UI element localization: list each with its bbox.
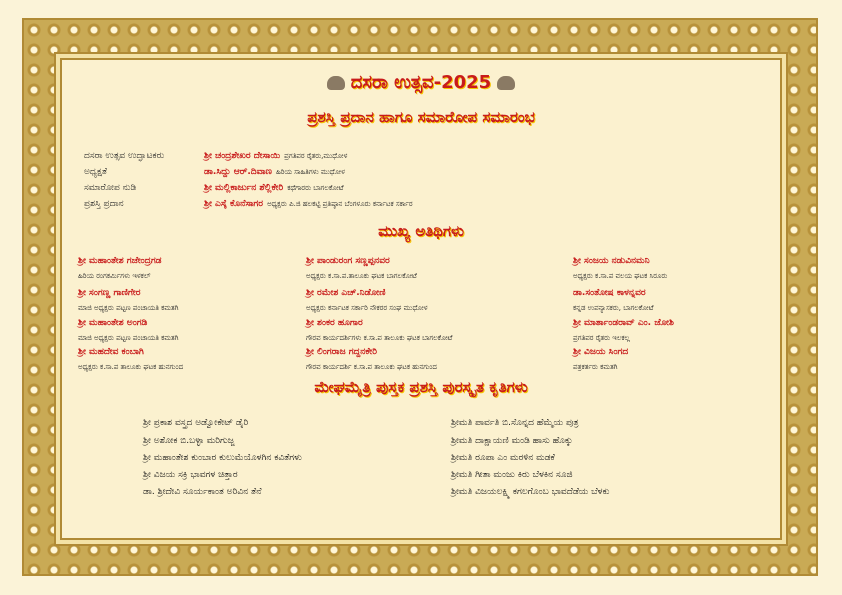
role-label: ಪ್ರಶಸ್ತಿ ಪ್ರದಾನ [84,199,124,209]
role-row [84,183,344,193]
book-entry: ಶ್ರೀಮತಿ ಗೀತಾ ಮಂಜು ಕಿರು ಬೆಳಕಿನ ಸೂಜಿ [451,470,573,480]
guest-name: ಶ್ರೀ ಮಹಾಂತೇಶ ಅಂಗಡಿ [78,318,148,328]
role-label: ಅಧ್ಯಕ್ಷತೆ [84,167,107,177]
role-desc: ಕಥೆಗಾರರು ಬಾಗಲಕೋಟೆ [287,184,344,192]
guest-desc: ಗೌರವ ಕಾರ್ಯದರ್ಶಿ ಕ.ಸಾ.ಪ ತಾಲೂಕು ಘಟಕ ಹುನಗುಂದ [306,363,437,371]
guest-desc: ಮಾಜಿ ಅಧ್ಯಕ್ಷರು ಪಟ್ಟಣ ಪಂಚಾಯತಿ ಕಮತಗಿ [78,304,179,312]
guest-desc: ಅಧ್ಯಕ್ಷರು ಕ.ಸಾ.ಪ ತಾಲೂಕು ಘಟಕ ಹುನಗುಂದ [78,363,184,371]
guest-desc: ಮಾಜಿ ಅಧ್ಯಕ್ಷರು ಪಟ್ಟಣ ಪಂಚಾಯತಿ ಕಮತಗಿ [78,334,179,342]
role-person: ಶ್ರೀ ಎಸ್ಕೆ ಕೊನೆಸಾಗರ [204,199,264,209]
role-person: ಶ್ರೀ ಚಂದ್ರಶೇಖರ ದೇಸಾಯಿ [204,151,281,161]
guest-name: ಡಾ.ಸಂತೋಷ ಕಾಳನ್ನವರ [573,288,646,298]
guest-desc: ಪ್ರಗತಿಪರ ರೈತರು ಇಲಕಲ್ಲ [573,334,630,342]
book-entry: ಶ್ರೀ ಮಹಾಂತೇಶ ಕುಂಬಾರ ಕುಲುಮೆಯೊಳಗಿನ ಕವಿತೆಗಳು [143,453,302,463]
guests-heading: ಮುಖ್ಯ ಅತಿಥಿಗಳು [378,222,464,240]
guest-desc: ಅಧ್ಯಕ್ಷರು ಕ.ಸಾ.ಪ ವಲಯ ಘಟಕ ಸಿರೂರು [573,272,668,280]
role-row [84,151,347,161]
guest-name: ಶ್ರೀ ಪಾಂಡುರಂಗ ಸಣ್ಣಪ್ಪನವರ [306,256,390,266]
book-entry: ಶ್ರೀಮತಿ ದಾಕ್ಷಾಯಣಿ ಮಂಡಿ ಹಾಸು ಹೊಕ್ಕು [451,436,573,446]
role-person: ಡಾ.ಸಿದ್ದು ಆರ್.ದಿವಾಣ [204,167,272,177]
book-entry: ಶ್ರೀ ವಿಜಯ ಸಕ್ರಿ ಭಾವಗಳ ಚಿತ್ತಾರ [143,470,238,480]
book-entry: ಶ್ರೀಮತಿ ಪಾರ್ವತಿ ಬಿ.ಸೊನ್ನದ ಹೆಮ್ಮೆಯ ಪುತ್ರ [451,418,579,428]
role-label: ಸಮಾರೋಪ ನುಡಿ [84,183,137,193]
elephant-icon [497,76,515,90]
event-title [0,72,842,93]
guest-desc: ಅಧ್ಯಕ್ಷರು ಕರ್ನಾಟಕ ಸರ್ಕಾರಿ ನೌಕರರ ಸಂಘ ಮುಧೋಳ [306,304,428,312]
guest-desc: ಪತ್ರಕರ್ತರು ಕಮತಗಿ [573,363,618,371]
book-entry: ಡಾ. ಶ್ರೀದೇವಿ ಸೂರ್ಯಕಾಂತ ಅರಿವಿನ ತೆನೆ [143,487,262,497]
guest-name: ಶ್ರೀ ವಿಜಯ ಸಿಂಗದ [573,347,629,357]
role-desc: ಹಿರಿಯ ಸಾಹಿತಿಗಳು ಮುಧೋಳ [275,168,345,176]
book-entry: ಶ್ರೀಮತಿ ವಿಜಯಲಕ್ಷ್ಮಿ ಕಗಲಗೊಂಬ ಭಾವದೆಡೆಯ ಬೆಳಕು [451,487,610,497]
guest-name: ಶ್ರೀ ರಮೇಶ ಎಚ್.ನಿಡೋಣಿ [306,288,386,298]
role-desc: ಪ್ರಗತಿಪರ ರೈತರು,ಮುಧೋಳ [284,152,348,160]
event-subtitle: ಪ್ರಶಸ್ತಿ ಪ್ರದಾನ ಹಾಗೂ ಸಮಾರೋಪ ಸಮಾರಂಭ [307,108,535,126]
guest-name: ಶ್ರೀ ಸಂಜಯ ನಡುವಿನಮನಿ [573,256,650,266]
guest-desc: ಅಧ್ಯಕ್ಷರು ಕ.ಸಾ.ಪ.ತಾಲೂಕು ಘಟಕ ಬಾಗಲಕೋಟೆ [306,272,417,280]
guest-name: ಶ್ರೀ ಮಹಾಂತೇಶ ಗಜೇಂದ್ರಗಡ [78,256,162,266]
role-person: ಶ್ರೀ ಮಲ್ಲಿಕಾರ್ಜುನ ಶೆಲ್ಲಿಕೇರಿ [204,183,284,193]
guest-name: ಶ್ರೀ ಶಂಕರ ಹೂಗಾರ [306,318,363,328]
event-title-text: ದಸರಾ ಉತ್ಸವ-2025 [350,72,492,93]
guest-name: ಶ್ರೀ ಲಿಂಗರಾಜ ಗದ್ದನಕೇರಿ [306,347,378,357]
guest-desc: ಗೌರವ ಕಾರ್ಯದರ್ಶಿಗಳು ಕ.ಸಾ.ಪ ತಾಲೂಕು ಘಟಕ ಬಾಗಲಕೋಟೆ [306,334,453,342]
role-label: ದಸರಾ ಉತ್ಸವ ಉದ್ಘಾಟಕರು [84,151,165,161]
guest-name: ಶ್ರೀ ಮಹದೇವ ಕಂಬಾಗಿ [78,347,144,357]
elephant-icon [327,76,345,90]
role-row [84,199,413,209]
awards-heading: ಮೇಘಮೈತ್ರಿ ಪುಸ್ತಕ ಪ್ರಶಸ್ತಿ ಪುರಸ್ಕೃತ ಕೃತಿಗಳು [314,378,528,396]
guest-desc: ಕನ್ನಡ ಉಪನ್ಯಾಸಕರು, ಬಾಗಲಕೋಟೆ [573,304,654,312]
book-entry: ಶ್ರೀ ಪ್ರಕಾಶ ವಸ್ತ್ರದ ಅಡ್ವೋಕೇಟ್ ಡೈರಿ [143,418,249,428]
book-entry: ಶ್ರೀಮತಿ ರೂಪಾ ಎಂ ಮರಳಿನ ಮಡಕೆ [451,453,555,463]
guest-desc: ಹಿರಿಯ ರಂಗಕರ್ಮಿಗಳು ಇಳಕಲ್ [78,272,151,280]
role-row [84,167,345,177]
guest-name: ಶ್ರೀ ಮಾರ್ತಾಂಡರಾವ್ ಎಂ. ಜೋಶಿ [573,318,674,328]
book-entry: ಶ್ರೀ ಅಶೋಕ ಬಿ.ಬಳ್ಳಾ ಮರಿಗುಜ್ಜ [143,436,235,446]
content-panel [60,58,782,540]
guest-name: ಶ್ರೀ ಸಂಗಣ್ಣ ಗಾಣಿಗೇರ [78,288,141,298]
role-desc: ಅಧ್ಯಕ್ಷರು ಪಿ.ಜಿ ಹಲಕಟ್ಟಿ ಪ್ರತಿಷ್ಠಾನ ಬೆಂಗಳೂರು ಕರ್ನಾಟಕ ಸರ್ಕಾರ [267,200,413,208]
